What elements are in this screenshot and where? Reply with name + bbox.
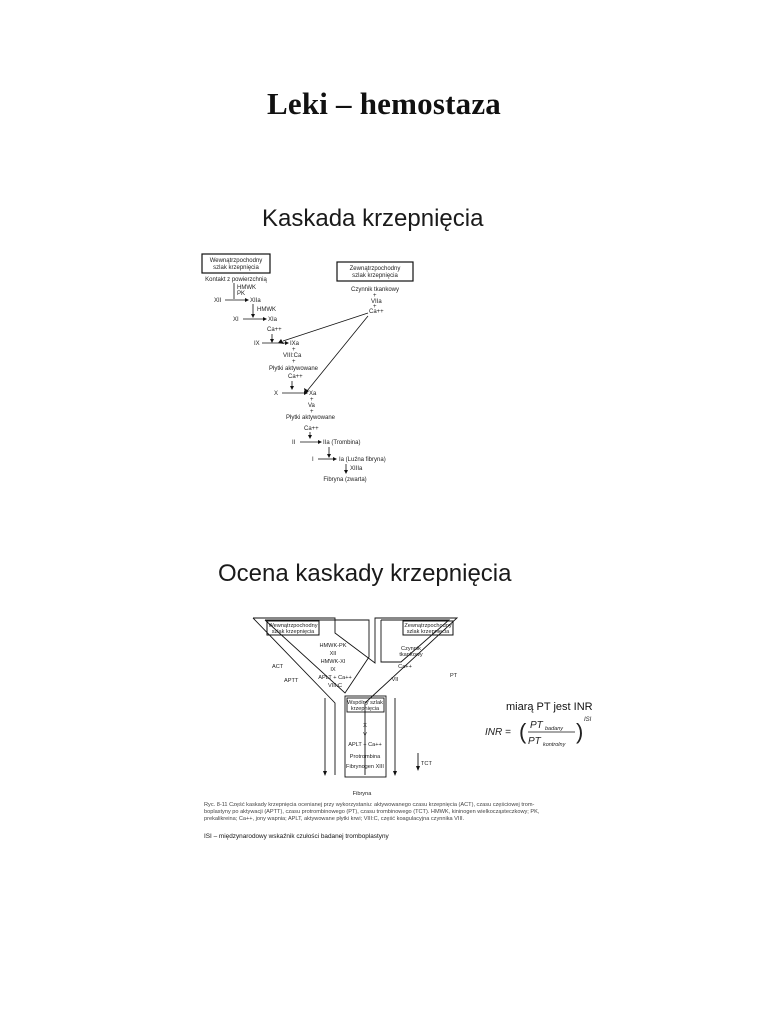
slide-title-cascade: Kaskada krzepnięcia — [262, 205, 484, 232]
s2-factor-czynnik: Czynnik — [401, 646, 421, 652]
caption-line: Ryc. 8-11 Część kaskady krzepnięcia ocenianej przy wykorzystaniu: aktywowanego czasu krzepnięcia (ACT), czasu częściowej trom- — [204, 802, 535, 808]
figure-caption — [204, 802, 594, 823]
s2-extrinsic-line1: Zewnątrzpochodny — [404, 623, 452, 629]
inr-paren-right: ) — [576, 719, 584, 744]
label-xii: XII — [214, 298, 222, 304]
s2-common-line1: Wspólny szlak — [347, 700, 383, 706]
s2-factor-viiic: VIII:C — [328, 683, 342, 689]
s2-common-aplt: APLT + Ca++ — [348, 742, 382, 748]
s2-factor-hmwk-xi: HMWK-XI — [320, 659, 346, 665]
page-title: Leki – hemostaza — [267, 86, 501, 121]
slide-coagulation-assessment — [195, 555, 597, 845]
label-kontakt: Kontakt z powierzchnią — [205, 277, 267, 283]
s2-label-tct: TCT — [421, 761, 432, 767]
s2-common-protrombina: Protrombina — [349, 754, 381, 760]
s2-common-fibrynogen: Fibrynogen XIII — [346, 764, 384, 770]
label-xiiia: XIIIa — [350, 466, 363, 472]
label-plus-5: + — [373, 293, 377, 299]
label-plus-6: + — [373, 304, 377, 310]
s2-label-aptt: APTT — [284, 678, 299, 684]
inr-formula — [485, 713, 610, 753]
s2-factor-hmwk-pk: HMWK-PK — [319, 643, 347, 649]
s2-factor-ca: Ca++ — [398, 664, 412, 670]
label-iia: IIa (Trombina) — [323, 440, 361, 446]
label-xa: Xa — [309, 391, 317, 397]
label-ix: IX — [254, 341, 260, 347]
s2-label-act: ACT — [272, 664, 284, 670]
s2-intrinsic-line1: Wewnątrzpochodny — [268, 623, 318, 629]
label-ia: Ia (Luźna fibryna) — [339, 457, 386, 463]
label-hmwk-pk-1: HMWK — [237, 285, 256, 291]
caption-line: prekalikreina; Ca++, jony wapnia; APLT, aktywowane płytki krwi; VIII:C, część koagulacyjna czynnika VIII. — [204, 816, 465, 822]
inr-title: miarą PT jest INR — [506, 701, 593, 713]
slide-coagulation-cascade — [195, 200, 597, 488]
s2-factor-vii: VII — [391, 677, 399, 683]
intrinsic-box-line1: Wewnątrzpochodny — [209, 258, 263, 264]
inr-denominator: PT — [528, 736, 541, 747]
label-plus-3: + — [310, 397, 314, 403]
s2-factor-tkankowy: tkankowy — [399, 652, 423, 658]
label-ii: II — [292, 440, 296, 446]
inr-exponent: ISI — [584, 717, 592, 723]
slide-title-assessment: Ocena kaskady krzepnięcia — [218, 560, 512, 587]
label-czynnik-tkankowy: Czynnik tkankowy — [350, 287, 400, 293]
label-hmwk-pk-2: PK — [237, 291, 246, 297]
label-viia: VIIa — [371, 299, 382, 305]
label-i: I — [312, 457, 314, 463]
label-ca-4: Ca++ — [369, 309, 384, 315]
label-plus-1: + — [292, 347, 296, 353]
s2-extrinsic-line2: szlak krzepnięcia — [406, 629, 450, 635]
label-xiia: XIIa — [250, 298, 261, 304]
label-hmwk: HMWK — [257, 307, 276, 313]
s2-factor-xii: XII — [329, 651, 337, 657]
inr-numerator-sub: badany — [545, 726, 564, 732]
label-fibryna-zwarta: Fibryna (zwarta) — [323, 477, 367, 483]
s2-common-v: V — [363, 732, 367, 738]
label-plus-4: + — [310, 409, 314, 415]
coagulation-cascade-diagram — [195, 200, 597, 488]
label-xia: XIa — [268, 317, 278, 323]
s2-common-x: X — [363, 723, 367, 729]
label-ca-2: Ca++ — [288, 374, 303, 380]
s2-factor-aplt-ca: APLT + Ca++ — [318, 675, 352, 681]
label-plus-2: + — [292, 359, 296, 365]
s2-intrinsic-line2: szlak krzepnięcia — [271, 629, 315, 635]
inr-paren-left: ( — [519, 719, 527, 744]
s2-label-pt: PT — [450, 673, 458, 679]
s2-factor-ix: IX — [330, 667, 336, 673]
s2-label-fibryna: Fibryna — [352, 791, 372, 797]
label-ca-3: Ca++ — [304, 426, 319, 432]
label-x: X — [274, 391, 279, 397]
coagulation-tests-diagram — [195, 555, 597, 800]
label-ca-1: Ca++ — [267, 327, 282, 333]
isi-note: ISI – międzynarodowy wskaźnik czułości badanej tromboplastyny — [204, 833, 389, 840]
s2-common-line2: krzepnięcia — [350, 706, 380, 712]
caption-line: boplastyny po aktywacji (APTT), czasu protrombinowego (PT), czasu trombinowego (TCT). HMWK, kininogen wielkocząsteczkowy; PK, — [204, 809, 540, 815]
extrinsic-box-line1: Zewnątrzpochodny — [349, 266, 401, 272]
label-xi: XI — [233, 317, 239, 323]
label-viiica: VIII:Ca — [283, 353, 302, 359]
inr-lhs: INR = — [485, 727, 511, 738]
intrinsic-box-line2: szlak krzepnięcia — [213, 265, 259, 271]
label-plytki-1: Płytki aktywowane — [269, 366, 319, 372]
label-ixa: IXa — [290, 341, 300, 347]
inr-numerator: PT — [530, 720, 543, 731]
label-va: Va — [308, 403, 315, 409]
inr-denominator-sub: kontrolny — [543, 742, 566, 748]
label-plytki-2: Płytki aktywowane — [286, 415, 336, 421]
extrinsic-box-line2: szlak krzepnięcia — [352, 273, 398, 279]
